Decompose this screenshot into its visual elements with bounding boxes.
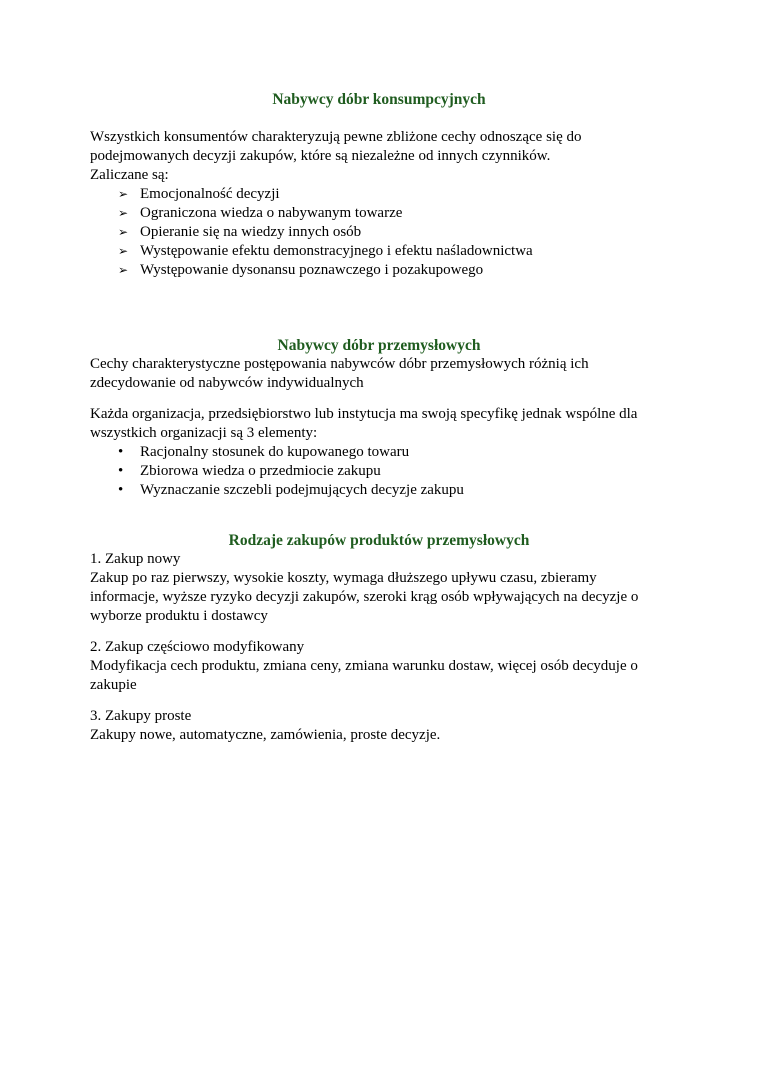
list-item bbox=[118, 242, 668, 261]
purchase-type-1-description: Zakup po raz pierwszy, wysokie koszty, wymaga dłuższego upływu czasu, zbieramy informacje, wyższe ryzyko decyzji zakupów, szeroki krąg osób wpływających na decyzje o wyborze produktu i dostawcy bbox=[90, 570, 639, 624]
purchase-type-1-title: 1. Zakup nowy bbox=[90, 551, 181, 567]
list-item-label: Występowanie efektu demonstracyjnego i efektu naśladownictwa bbox=[140, 243, 533, 259]
dot-bullet-icon: • bbox=[118, 482, 124, 498]
paragraph-industrial-elements: Każda organizacja, przedsiębiorstwo lub instytucja ma swoją specyfikę jednak wspólne dla wszystkich organizacji są 3 elementy: bbox=[90, 406, 638, 441]
list-item bbox=[118, 261, 668, 280]
section-purchase-types bbox=[90, 531, 668, 745]
arrow-bullet-icon: ➢ bbox=[118, 244, 129, 258]
arrow-bullet-icon: ➢ bbox=[118, 187, 129, 201]
list-item bbox=[118, 204, 668, 223]
list-item bbox=[118, 185, 668, 204]
list-item-label: Racjonalny stosunek do kupowanego towaru bbox=[140, 444, 410, 460]
list-item-label: Występowanie dysonansu poznawczego i pozakupowego bbox=[140, 262, 484, 278]
purchase-type-3-title: 3. Zakupy proste bbox=[90, 708, 192, 724]
section-industrial-goods bbox=[90, 336, 668, 500]
paragraph-consumer-intro: Wszystkich konsumentów charakteryzują pewne zbliżone cechy odnoszące się do podejmowanych decyzji zakupów, które są niezależne od innych czynników. bbox=[90, 129, 582, 164]
paragraph-industrial-intro: Cechy charakterystyczne postępowania nabywców dóbr przemysłowych różnią ich zdecydowanie od nabywców indywidualnych bbox=[90, 356, 589, 391]
list-item bbox=[118, 481, 668, 500]
list-item bbox=[118, 223, 668, 242]
heading-industrial-goods: Nabywcy dóbr przemysłowych bbox=[277, 337, 481, 354]
arrow-bullet-icon: ➢ bbox=[118, 263, 129, 277]
list-item-label: Emocjonalność decyzji bbox=[140, 186, 280, 202]
arrow-bullet-icon: ➢ bbox=[118, 206, 129, 220]
list-item-label: Ograniczona wiedza o nabywanym towarze bbox=[140, 205, 403, 221]
purchase-type-2-description: Modyfikacja cech produktu, zmiana ceny, zmiana warunku dostaw, więcej osób decyduje o zakupie bbox=[90, 658, 638, 693]
arrow-bullet-icon: ➢ bbox=[118, 225, 129, 239]
list-item-label: Opieranie się na wiedzy innych osób bbox=[140, 224, 362, 240]
industrial-elements-list bbox=[90, 443, 668, 500]
list-item-label: Wyznaczanie szczebli podejmujących decyzje zakupu bbox=[140, 482, 464, 498]
paragraph-consumer-lead-in: Zaliczane są: bbox=[90, 167, 169, 183]
dot-bullet-icon: • bbox=[118, 463, 124, 479]
dot-bullet-icon: • bbox=[118, 444, 124, 460]
section-consumer-goods bbox=[90, 90, 668, 280]
heading-purchase-types: Rodzaje zakupów produktów przemysłowych bbox=[228, 532, 530, 549]
purchase-type-3-description: Zakupy nowe, automatyczne, zamówienia, proste decyzje. bbox=[90, 727, 441, 743]
list-item-label: Zbiorowa wiedza o przedmiocie zakupu bbox=[140, 463, 381, 479]
heading-consumer-goods: Nabywcy dóbr konsumpcyjnych bbox=[272, 91, 486, 108]
list-item bbox=[118, 443, 668, 462]
consumer-traits-list bbox=[90, 185, 668, 280]
purchase-type-2-title: 2. Zakup częściowo modyfikowany bbox=[90, 639, 305, 655]
list-item bbox=[118, 462, 668, 481]
